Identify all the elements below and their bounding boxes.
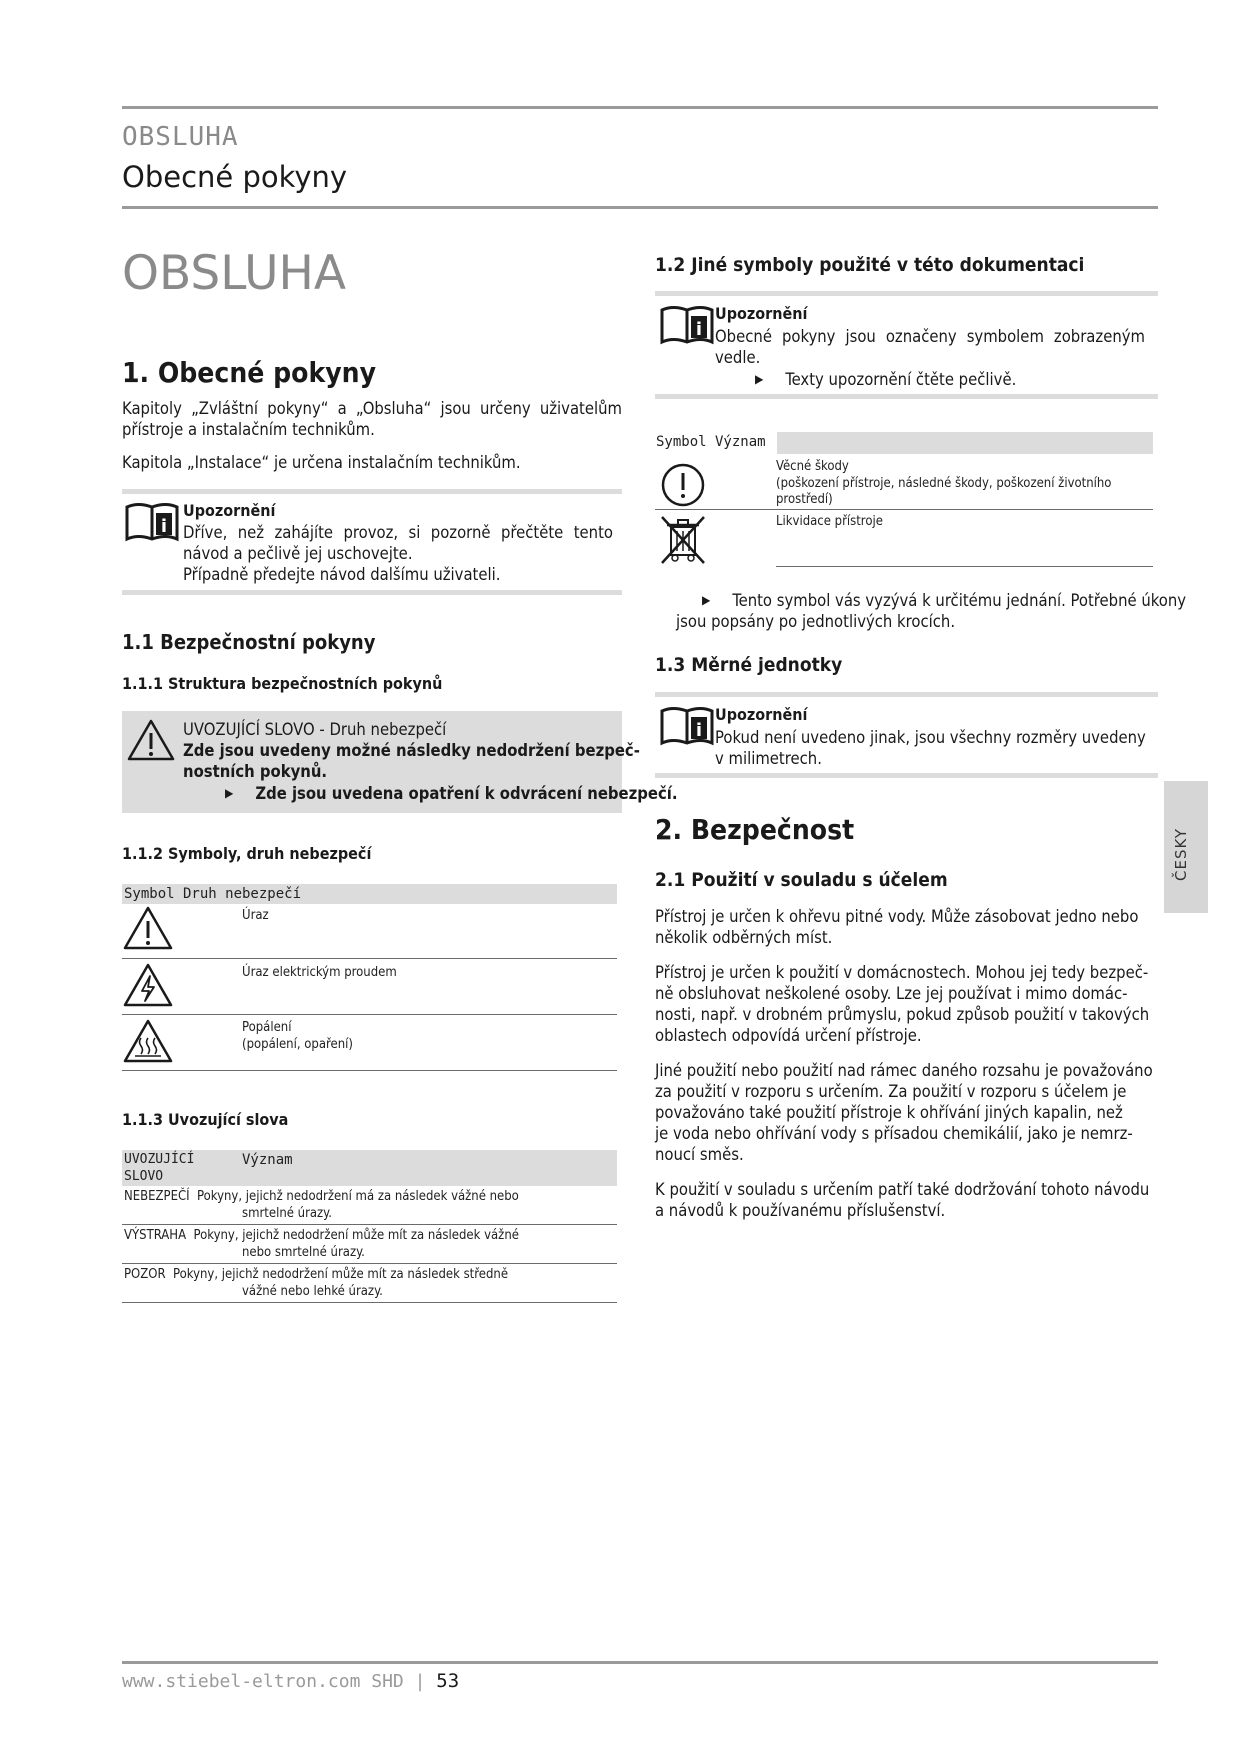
- signal-row-3-line2: vážné nebo lehké úrazy.: [242, 1284, 383, 1299]
- info-book-icon: [659, 304, 715, 346]
- paragraph-line: Jiné použití nebo použití nad rámec daného rozsahu je považováno: [655, 1061, 1153, 1080]
- note-line-1: Dříve, než zahájíte provoz, si pozorně přečtěte tento: [183, 523, 613, 542]
- symbol-row-1-text: Úraz: [242, 908, 269, 923]
- signal-row-2-line1: VÝSTRAHA Pokyny, jejichž nedodržení může mít za následek vážné: [124, 1228, 519, 1243]
- note-action: ▶ Texty upozornění čtěte pečlivě.: [755, 369, 1016, 392]
- symbols2-row1-line3: prostředí): [776, 492, 833, 507]
- info-book-icon: [659, 705, 715, 747]
- note-line-1: Obecné pokyny jsou označeny symbolem zobrazeným: [715, 327, 1145, 346]
- signal-row-divider: [122, 1224, 617, 1225]
- symbols-row-divider: [122, 958, 617, 959]
- note-line-3: Případně předejte návod dalšímu uživateli.: [183, 565, 501, 584]
- signal-row-1-line1: NEBEZPEČÍ Pokyny, jejichž nedodržení má za následek vážné nebo: [124, 1189, 519, 1204]
- warning-action: ▶ Zde jsou uvedena opatření k odvrácení nebezpečí.: [225, 784, 677, 803]
- symbols2-row-divider: [655, 509, 1153, 510]
- signal-table-header-bg: [122, 1150, 617, 1186]
- signal-row-divider: [122, 1263, 617, 1264]
- symbols2-header: Symbol Význam: [656, 434, 766, 450]
- action-symbol-line-1: ▶ Tento symbol vás vyzývá k určitému jednání. Potřebné úkony: [702, 590, 1186, 613]
- language-tab-label: ČESKY: [1172, 828, 1190, 881]
- symbols2-header-bg: [777, 432, 1153, 454]
- header-top-rule: [122, 106, 1158, 109]
- paragraph-line: ně obsluhovat neškolené osoby. Lze jej používat i mimo domác-: [655, 984, 1128, 1003]
- paragraph-line: několik odběrných míst.: [655, 928, 833, 947]
- paragraph-line: Přístroj je určen k použití v domácnostech. Mohou jej tedy bezpeč-: [655, 963, 1149, 982]
- heading-1-1: 1.1 Bezpečnostní pokyny: [122, 630, 376, 654]
- symbols2-row1-line2: (poškození přístroje, následné škody, poškození životního: [776, 476, 1112, 491]
- paragraph-line: nosti, např. v drobném průmyslu, pokud způsob použití v takových: [655, 1005, 1150, 1024]
- heading-1-1-3: 1.1.3 Uvozující slova: [122, 1110, 289, 1129]
- hot-surface-icon: [122, 1018, 174, 1064]
- signal-table-col2: Význam: [242, 1152, 293, 1168]
- symbols-row-divider: [122, 1070, 617, 1071]
- note-title: Upozornění: [183, 501, 276, 520]
- paragraph-line: a návodů k používanému příslušenství.: [655, 1201, 946, 1220]
- header-bottom-rule: [122, 206, 1158, 209]
- paragraph-purpose-3: [655, 1060, 1155, 1165]
- warning-consequence-2: nostních pokynů.: [183, 762, 328, 781]
- paragraph-chapters: Kapitoly „Zvláštní pokyny“ a „Obsluha“ jsou určeny uživatelům přístroje a instalačním technikům.: [122, 399, 622, 439]
- signal-row-2-line2: nebo smrtelné úrazy.: [242, 1245, 365, 1260]
- paragraph-line: noucí směs.: [655, 1145, 744, 1164]
- footer: [122, 1670, 459, 1692]
- paragraph-purpose-1: [655, 906, 1155, 948]
- svg-text:i: i: [160, 516, 168, 537]
- page-big-title: OBSLUHA: [122, 246, 346, 301]
- action-symbol-line-2: jsou popsány po jednotlivých krocích.: [676, 612, 956, 631]
- warning-triangle-icon: [122, 905, 174, 951]
- note-title: Upozornění: [715, 705, 808, 724]
- heading-1-2: 1.2 Jiné symboly použité v této dokumentaci: [655, 254, 1085, 276]
- warning-consequence-1: Zde jsou uvedeny možné následky nedodržení bezpeč-: [183, 741, 640, 760]
- page-number: 53: [436, 1670, 460, 1692]
- paragraph-purpose-2: [655, 962, 1155, 1046]
- signal-table-col1-line1: UVOZUJÍCÍ: [124, 1152, 195, 1167]
- paragraph-line: je voda nebo ohřívání vody s přísadou chemikálií, jako je nemrz-: [655, 1124, 1133, 1143]
- electric-shock-icon: [122, 962, 174, 1008]
- heading-1-3: 1.3 Měrné jednotky: [655, 654, 843, 676]
- symbols2-row-divider: [776, 566, 1153, 567]
- footer-separator: |: [403, 1671, 437, 1692]
- material-damage-icon: [660, 462, 706, 508]
- signal-row-1-line2: smrtelné úrazy.: [242, 1206, 332, 1221]
- note-bottom-bar: [655, 773, 1158, 778]
- heading-2: 2. Bezpečnost: [655, 813, 855, 846]
- paragraph-line: Přístroj je určen k ohřevu pitné vody. Může zásobovat jedno nebo: [655, 907, 1139, 926]
- symbols-row-divider: [122, 1014, 617, 1015]
- note-top-bar: [655, 692, 1158, 697]
- paragraph-line: K použití v souladu s určením patří také dodržování tohoto návodu: [655, 1180, 1150, 1199]
- signal-row-divider: [122, 1302, 617, 1303]
- heading-1-1-1: 1.1.1 Struktura bezpečnostních pokynů: [122, 674, 443, 693]
- symbol-row-3-text: Popálení: [242, 1020, 292, 1035]
- disposal-bin-icon: [658, 513, 708, 567]
- header-subtitle: Obecné pokyny: [122, 160, 348, 194]
- heading-1: 1. Obecné pokyny: [122, 356, 376, 389]
- note-line-2: návod a pečlivě jej uschovejte.: [183, 544, 413, 563]
- footer-rule: [122, 1661, 1158, 1664]
- info-book-icon: [124, 501, 180, 543]
- footer-url: www.stiebel-eltron.com SHD: [122, 1671, 404, 1692]
- svg-text:i: i: [695, 720, 703, 741]
- signal-row-3-line1: POZOR Pokyny, jejichž nedodržení může mít za následek středně: [124, 1267, 509, 1282]
- paragraph-line: oblastech odpovídá určení přístroje.: [655, 1026, 922, 1045]
- note-bottom-bar: [655, 394, 1158, 399]
- warning-signal-word: UVOZUJÍCÍ SLOVO - Druh nebezpečí: [183, 720, 447, 739]
- note-line-1: Pokud není uvedeno jinak, jsou všechny rozměry uvedeny: [715, 728, 1146, 747]
- paragraph-install: Kapitola „Instalace“ je určena instalačním technikům.: [122, 453, 521, 472]
- note-top-bar: [122, 489, 622, 494]
- symbol-row-2-text: Úraz elektrickým proudem: [242, 965, 397, 980]
- symbols-table-header: Symbol Druh nebezpečí: [124, 886, 302, 902]
- svg-text:i: i: [695, 319, 703, 340]
- heading-2-1: 2.1 Použití v souladu s účelem: [655, 869, 948, 891]
- symbols2-row1-line1: Věcné škody: [776, 459, 849, 474]
- header-section: OBSLUHA: [122, 122, 239, 152]
- warning-triangle-icon: [126, 718, 176, 762]
- note-bottom-bar: [122, 590, 622, 595]
- language-tab: [1164, 781, 1208, 913]
- symbol-row-3-subtext: (popálení, opaření): [242, 1037, 353, 1052]
- note-title: Upozornění: [715, 304, 808, 323]
- heading-1-1-2: 1.1.2 Symboly, druh nebezpečí: [122, 844, 372, 863]
- symbols2-row2: Likvidace přístroje: [776, 514, 883, 529]
- signal-table-col1-line2: SLOVO: [124, 1169, 164, 1184]
- note-line-2: vedle.: [715, 348, 761, 367]
- note-line-2: v milimetrech.: [715, 749, 822, 768]
- paragraph-purpose-4: [655, 1179, 1155, 1221]
- paragraph-line: považováno také použití přístroje k ohřívání jiných kapalin, než: [655, 1103, 1123, 1122]
- note-top-bar: [655, 291, 1158, 296]
- paragraph-line: za použití v rozporu s určením. Za použití v rozporu s účelem je: [655, 1082, 1127, 1101]
